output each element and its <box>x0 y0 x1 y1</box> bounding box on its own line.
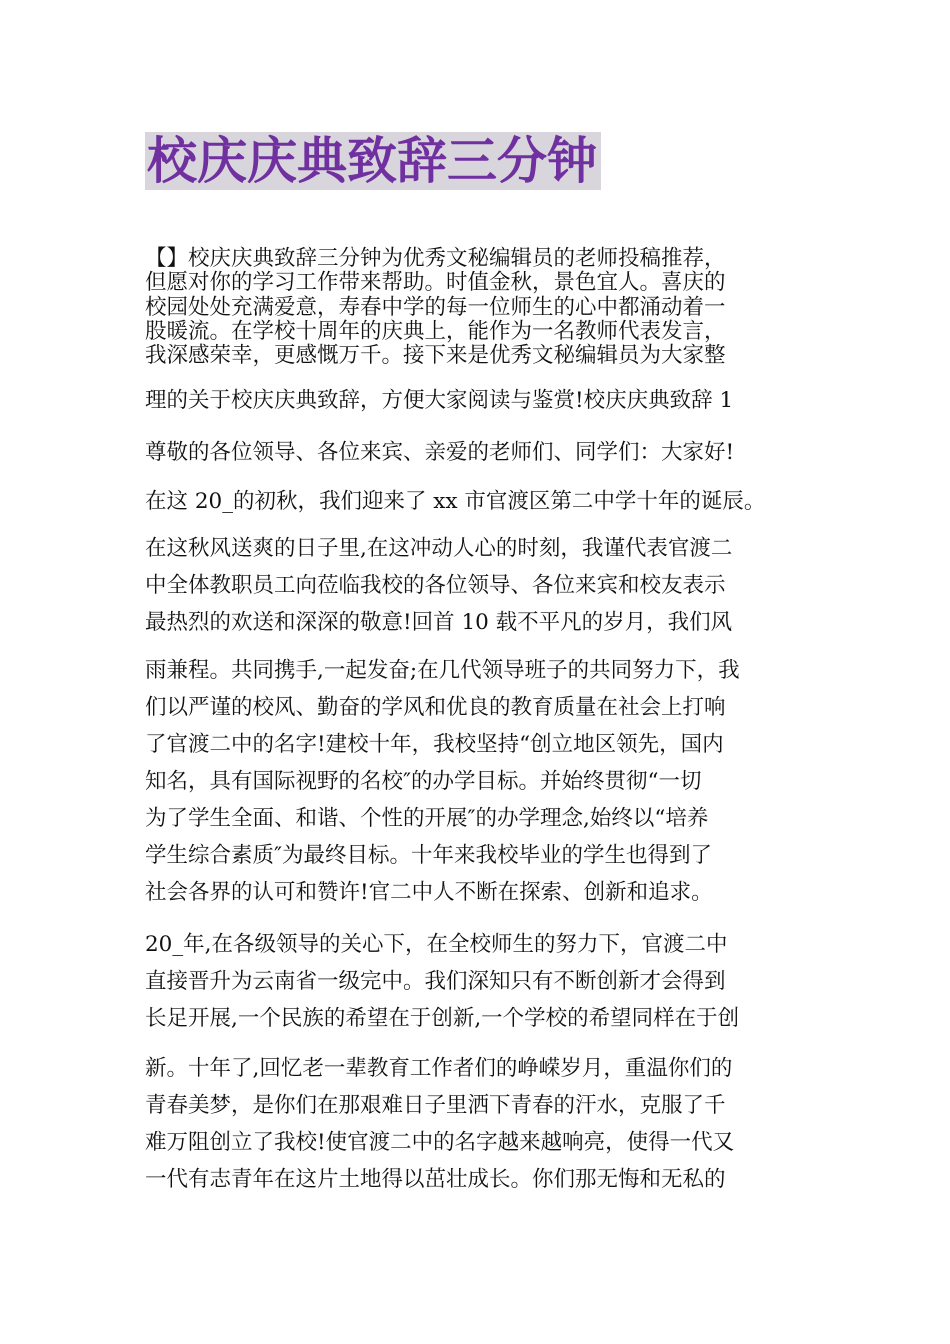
intro-paragraph <box>145 247 815 368</box>
body-line-1: 理的关于校庆庆典致辞，方便大家阅读与鉴赏!校庆庆典致辞 1 <box>145 388 734 413</box>
paragraph-a <box>145 530 815 641</box>
paragraph-line: 在这秋风送爽的日子里,在这冲动人心的时刻，我谨代表官渡二 <box>145 536 733 561</box>
paragraph-line: 了官渡二中的名字!建校十年，我校坚持“创立地区领先，国内 <box>145 732 724 757</box>
paragraph-line: 一代有志青年在这片土地得以茁壮成长。你们那无悔和无私的 <box>145 1167 726 1192</box>
paragraph-line: 为了学生全面、和谐、个性的开展″的办学理念,始终以“培养 <box>145 806 709 831</box>
paragraph-line: 知名，具有国际视野的名校″的办学目标。并始终贯彻“一切 <box>145 769 702 794</box>
intro-line: 但愿对你的学习工作带来帮助。时值金秋，景色宜人。喜庆的 <box>145 270 726 296</box>
paragraph-line: 雨兼程。共同携手,一起发奋;在几代领导班子的共同努力下，我 <box>145 658 740 683</box>
intro-line: 股暖流。在学校十周年的庆典上，能作为一名教师代表发言， <box>145 318 726 344</box>
paragraph-d <box>145 1050 815 1198</box>
paragraph-c <box>145 926 815 1037</box>
paragraph-line: 难万阻创立了我校!使官渡二中的名字越来越响亮，使得一代又 <box>145 1130 735 1155</box>
intro-line: 【】校庆庆典致辞三分钟为优秀文秘编辑员的老师投稿推荐， <box>145 246 726 271</box>
paragraph-line: 20_年,在各级领导的关心下，在全校师生的努力下，官渡二中 <box>145 932 728 957</box>
paragraph-line: 新。十年了,回忆老一辈教育工作者们的峥嵘岁月，重温你们的 <box>145 1056 733 1081</box>
intro-line: 校园处处充满爱意，寿春中学的每一位师生的心中都涌动着一 <box>145 294 726 320</box>
paragraph-b <box>145 652 815 911</box>
document-title: 校庆庆典致辞三分钟 <box>145 132 601 190</box>
paragraph-line: 最热烈的欢送和深深的敬意!回首 10 载不平凡的岁月，我们风 <box>145 610 733 635</box>
greeting-line: 尊敬的各位领导、各位来宾、亲爱的老师们、同学们：大家好! <box>145 440 735 465</box>
paragraph-line: 学生综合素质″为最终目标。十年来我校毕业的学生也得到了 <box>145 843 713 868</box>
paragraph-line: 直接晋升为云南省一级完中。我们深知只有不断创新才会得到 <box>145 969 726 994</box>
paragraph-line: 长足开展,一个民族的希望在于创新,一个学校的希望同样在于创 <box>145 1006 740 1031</box>
intro-line: 我深感荣幸，更感慨万千。接下来是优秀文秘编辑员为大家整 <box>145 343 726 369</box>
anniversary-line: 在这 20_的初秋，我们迎来了 xx 市官渡区第二中学十年的诞辰。 <box>145 489 766 514</box>
paragraph-line: 青春美梦，是你们在那艰难日子里洒下青春的汗水，克服了千 <box>145 1093 726 1118</box>
paragraph-line: 们以严谨的校风、勤奋的学风和优良的教育质量在社会上打响 <box>145 695 726 720</box>
paragraph-line: 社会各界的认可和赞许!官二中人不断在探索、创新和追求。 <box>145 880 713 905</box>
paragraph-line: 中全体教职员工向莅临我校的各位领导、各位来宾和校友表示 <box>145 573 726 598</box>
